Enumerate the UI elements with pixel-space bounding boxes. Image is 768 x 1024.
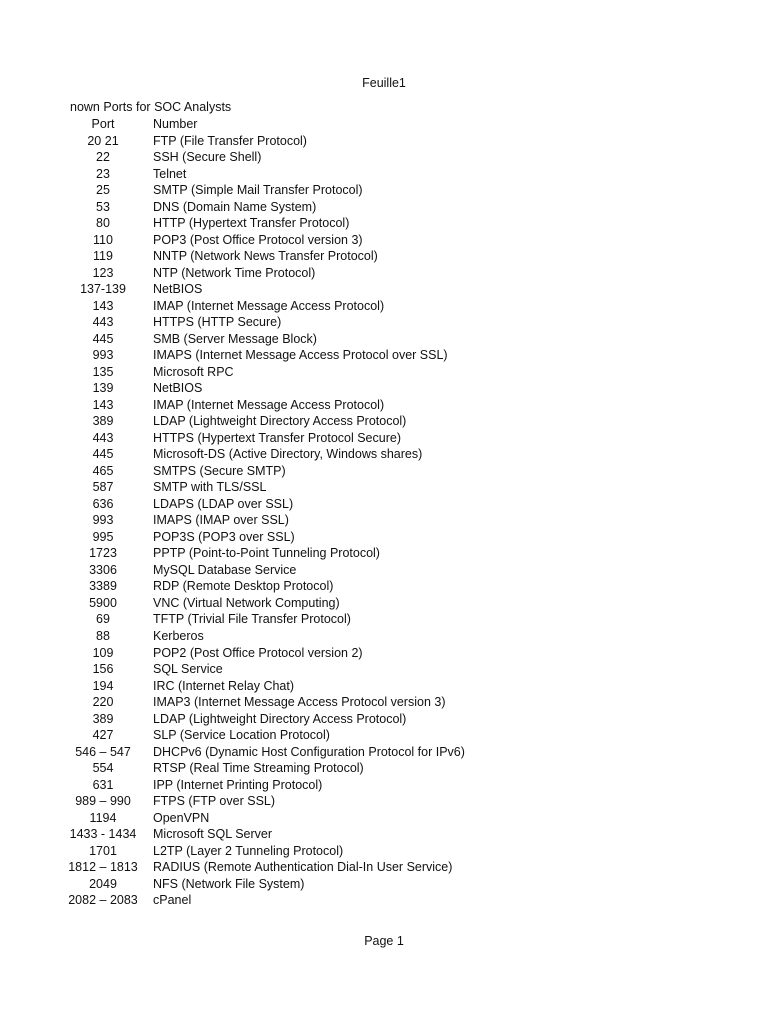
- port-cell: 110: [93, 232, 113, 247]
- port-cell: 143: [92, 397, 114, 412]
- service-cell: NTP (Network Time Protocol): [153, 265, 316, 280]
- port-cell: 389: [92, 414, 114, 429]
- service-cell: OpenVPN: [153, 810, 210, 825]
- service-cell: IMAP (Internet Message Access Protocol): [153, 397, 385, 412]
- port-cell: 3389: [89, 579, 117, 594]
- table-row: [0, 199, 768, 216]
- port-cell: 389: [92, 711, 114, 726]
- service-cell: SLP (Service Location Protocol): [153, 728, 330, 743]
- service-cell: L2TP (Layer 2 Tunneling Protocol): [153, 843, 344, 858]
- port-cell: 80: [96, 216, 110, 231]
- port-cell: 156: [92, 662, 114, 677]
- port-cell: 445: [92, 447, 114, 462]
- port-cell: 1194: [89, 810, 117, 825]
- port-cell: 631: [92, 777, 114, 792]
- port-cell: 220: [92, 695, 114, 710]
- port-column-header: Port: [91, 117, 115, 131]
- table-row: [0, 727, 768, 744]
- table-row: [0, 777, 768, 794]
- table-row: [0, 810, 768, 827]
- page-number: Page 1: [364, 934, 404, 948]
- service-cell: SQL Service: [153, 662, 223, 677]
- table-row: [0, 182, 768, 199]
- port-cell: 135: [92, 364, 114, 379]
- table-row: [0, 876, 768, 893]
- service-cell: IMAP3 (Internet Message Access Protocol version 3): [153, 695, 446, 710]
- service-cell: NFS (Network File System): [153, 876, 305, 891]
- table-row: [0, 545, 768, 562]
- service-cell: HTTPS (Hypertext Transfer Protocol Secure): [153, 430, 401, 445]
- port-cell: 2049: [89, 876, 117, 891]
- table-row: [0, 232, 768, 249]
- service-cell: SMTP (Simple Mail Transfer Protocol): [153, 183, 363, 198]
- port-cell: 554: [92, 761, 114, 776]
- table-row: [0, 793, 768, 810]
- service-cell: HTTP (Hypertext Transfer Protocol): [153, 216, 350, 231]
- table-row: [0, 215, 768, 232]
- port-cell: 1433 - 1434: [69, 827, 137, 842]
- service-cell: POP3S (POP3 over SSL): [153, 529, 295, 544]
- service-cell: Microsoft SQL Server: [153, 827, 273, 842]
- port-cell: 445: [92, 331, 114, 346]
- table-row: [0, 843, 768, 860]
- port-cell: 23: [96, 166, 110, 181]
- table-row: [0, 314, 768, 331]
- service-cell: RDP (Remote Desktop Protocol): [153, 579, 334, 594]
- table-row: [0, 744, 768, 761]
- table-row: [0, 166, 768, 183]
- service-cell: Microsoft-DS (Active Directory, Windows shares): [153, 447, 423, 462]
- port-cell: 993: [92, 513, 114, 528]
- port-cell: 587: [92, 480, 114, 495]
- table-row: [0, 347, 768, 364]
- service-cell: RTSP (Real Time Streaming Protocol): [153, 761, 364, 776]
- table-row: [0, 281, 768, 298]
- port-cell: 25: [96, 183, 110, 198]
- sheet-name: Feuille1: [362, 76, 406, 90]
- table-row: [0, 364, 768, 381]
- service-cell: POP2 (Post Office Protocol version 2): [153, 645, 363, 660]
- port-cell: 88: [96, 628, 110, 643]
- port-cell: 143: [92, 298, 114, 313]
- table-row: [0, 298, 768, 315]
- service-cell: LDAPS (LDAP over SSL): [153, 496, 294, 511]
- port-cell: 443: [92, 315, 114, 330]
- table-row: [0, 595, 768, 612]
- service-cell: RADIUS (Remote Authentication Dial-In User Service): [153, 860, 453, 875]
- table-row: [0, 133, 768, 150]
- table-row: [0, 397, 768, 414]
- service-cell: Telnet: [153, 166, 187, 181]
- port-cell: 993: [92, 348, 114, 363]
- service-cell: IMAP (Internet Message Access Protocol): [153, 298, 385, 313]
- port-cell: 20 21: [87, 133, 119, 148]
- table-row: [0, 529, 768, 546]
- service-cell: FTPS (FTP over SSL): [153, 794, 276, 809]
- port-cell: 22: [96, 150, 110, 165]
- service-cell: Microsoft RPC: [153, 364, 234, 379]
- table-row: [0, 661, 768, 678]
- port-cell: 194: [92, 678, 114, 693]
- port-cell: 636: [92, 496, 114, 511]
- port-cell: 1812 – 1813: [68, 860, 138, 875]
- table-row: [0, 678, 768, 695]
- table-row: [0, 248, 768, 265]
- service-cell: Kerberos: [153, 628, 204, 643]
- service-cell: LDAP (Lightweight Directory Access Protocol): [153, 414, 407, 429]
- port-cell: 109: [92, 645, 114, 660]
- service-cell: IPP (Internet Printing Protocol): [153, 777, 323, 792]
- table-body: [0, 133, 768, 909]
- table-row: [0, 645, 768, 662]
- table-row: [0, 380, 768, 397]
- service-cell: SMTPS (Secure SMTP): [153, 463, 286, 478]
- service-cell: cPanel: [153, 893, 192, 908]
- service-cell: NNTP (Network News Transfer Protocol): [153, 249, 378, 264]
- service-cell: IMAPS (Internet Message Access Protocol over SSL): [153, 348, 448, 363]
- port-cell: 3306: [89, 562, 117, 577]
- table-row: [0, 578, 768, 595]
- port-cell: 989 – 990: [75, 794, 131, 809]
- service-cell: HTTPS (HTTP Secure): [153, 315, 282, 330]
- header-row: [0, 116, 768, 133]
- table-row: [0, 711, 768, 728]
- port-cell: 139: [92, 381, 114, 396]
- port-cell: 123: [92, 265, 114, 280]
- service-cell: NetBIOS: [153, 381, 203, 396]
- table-row: [0, 859, 768, 876]
- table-row: [0, 694, 768, 711]
- port-cell: 427: [92, 728, 114, 743]
- table-row: [0, 463, 768, 480]
- service-cell: SMTP with TLS/SSL: [153, 480, 267, 495]
- service-cell: SMB (Server Message Block): [153, 331, 317, 346]
- service-cell: DNS (Domain Name System): [153, 199, 317, 214]
- table-row: [0, 430, 768, 447]
- table-row: [0, 413, 768, 430]
- service-cell: DHCPv6 (Dynamic Host Configuration Protocol for IPv6): [153, 744, 465, 759]
- port-table: [0, 116, 768, 909]
- port-cell: 1723: [89, 546, 117, 561]
- table-row: [0, 611, 768, 628]
- port-cell: 2082 – 2083: [68, 893, 138, 908]
- port-cell: 5900: [89, 595, 117, 610]
- table-row: [0, 479, 768, 496]
- table-row: [0, 331, 768, 348]
- service-cell: LDAP (Lightweight Directory Access Protocol): [153, 711, 407, 726]
- table-row: [0, 826, 768, 843]
- table-row: [0, 446, 768, 463]
- port-cell: 119: [93, 249, 113, 264]
- port-cell: 53: [96, 199, 110, 214]
- service-cell: FTP (File Transfer Protocol): [153, 133, 307, 148]
- service-column-header: Number: [153, 117, 198, 131]
- service-cell: NetBIOS: [153, 282, 203, 297]
- table-row: [0, 892, 768, 909]
- table-title: nown Ports for SOC Analysts: [70, 100, 232, 114]
- table-row: [0, 512, 768, 529]
- port-cell: 465: [92, 463, 114, 478]
- service-cell: VNC (Virtual Network Computing): [153, 595, 340, 610]
- service-cell: SSH (Secure Shell): [153, 150, 262, 165]
- port-cell: 995: [92, 529, 114, 544]
- table-row: [0, 265, 768, 282]
- service-cell: PPTP (Point-to-Point Tunneling Protocol): [153, 546, 380, 561]
- table-row: [0, 628, 768, 645]
- port-cell: 69: [96, 612, 110, 627]
- port-cell: 546 – 547: [75, 744, 131, 759]
- service-cell: IRC (Internet Relay Chat): [153, 678, 295, 693]
- service-cell: POP3 (Post Office Protocol version 3): [153, 232, 363, 247]
- table-row: [0, 760, 768, 777]
- port-cell: 443: [92, 430, 114, 445]
- service-cell: MySQL Database Service: [153, 562, 297, 577]
- table-row: [0, 562, 768, 579]
- table-row: [0, 496, 768, 513]
- port-cell: 1701: [89, 843, 117, 858]
- table-row: [0, 149, 768, 166]
- service-cell: IMAPS (IMAP over SSL): [153, 513, 289, 528]
- service-cell: TFTP (Trivial File Transfer Protocol): [153, 612, 351, 627]
- port-cell: 137-139: [80, 282, 126, 297]
